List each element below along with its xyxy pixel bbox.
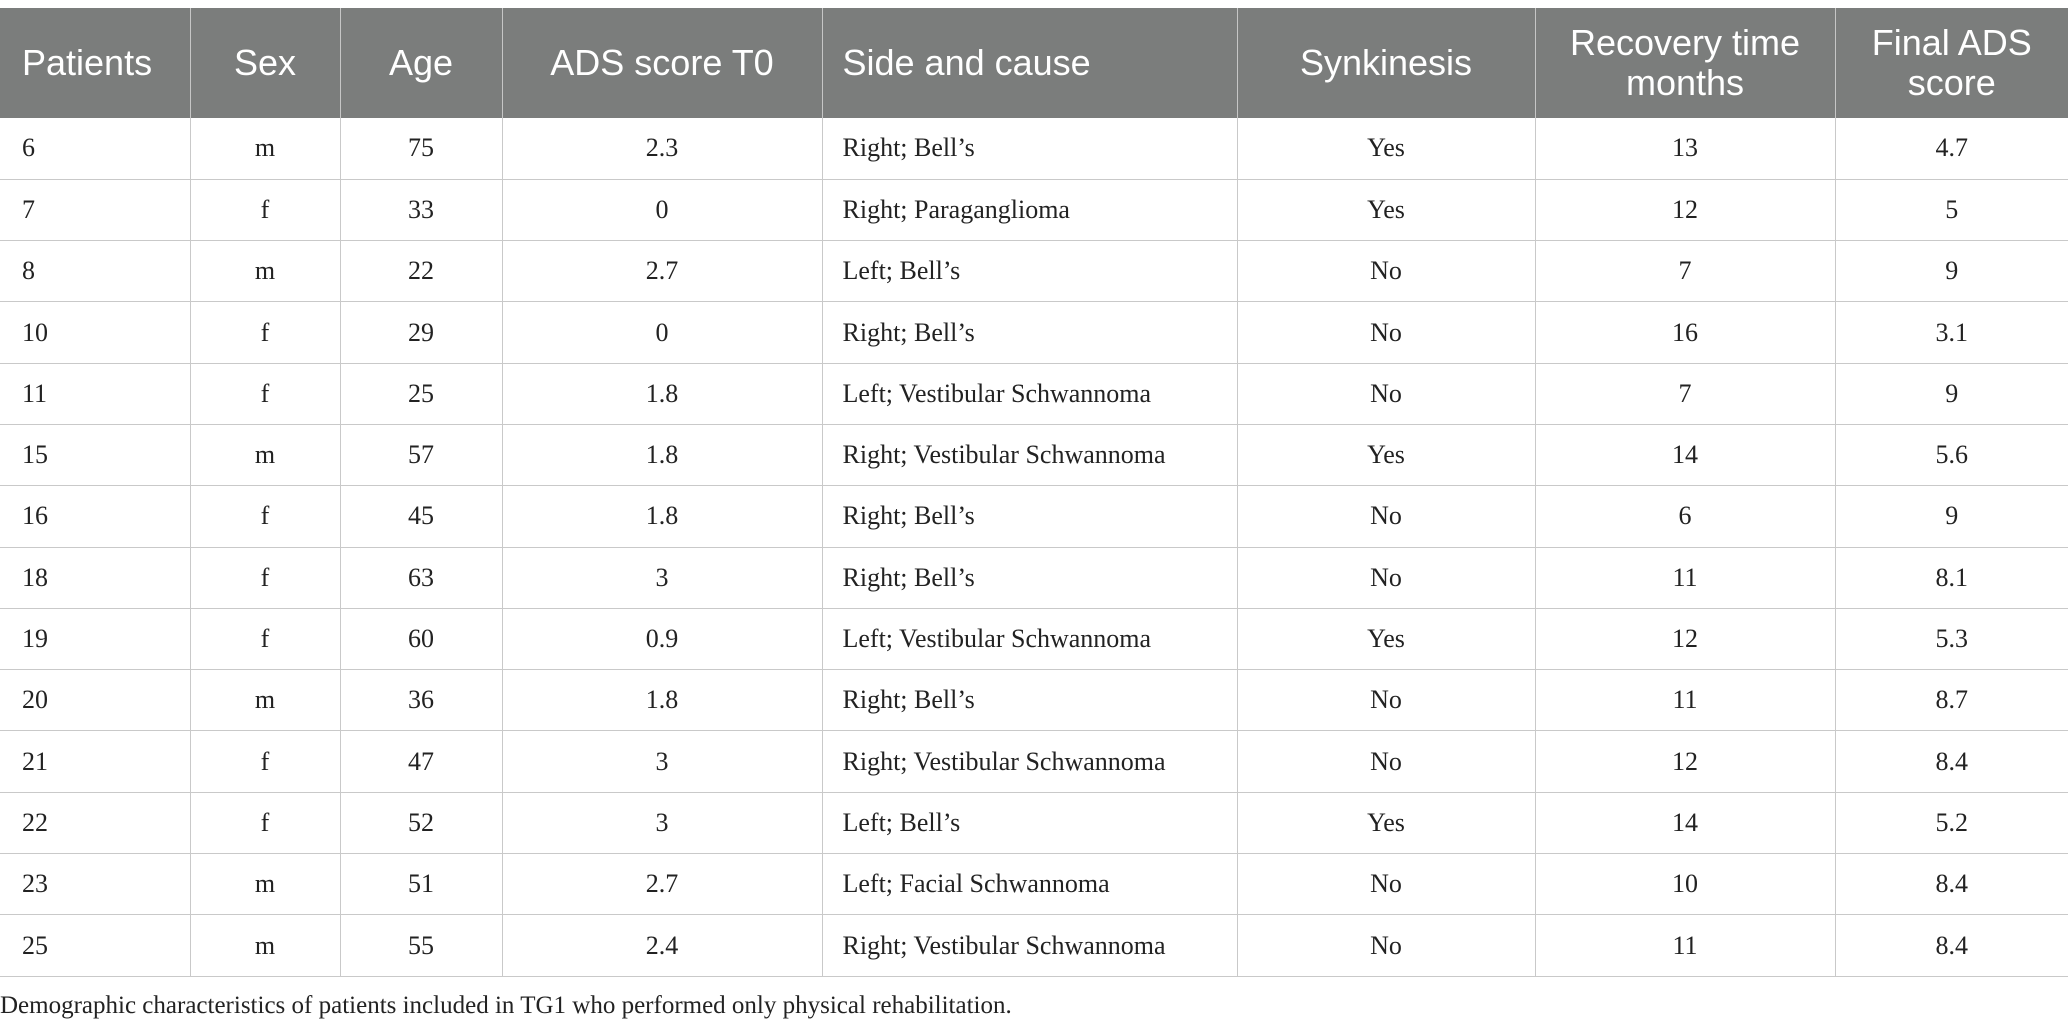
cell-side-and-cause: Right; Vestibular Schwannoma (822, 424, 1237, 485)
cell-side-and-cause: Right; Bell’s (822, 302, 1237, 363)
cell-sex: m (190, 424, 340, 485)
column-header-line: ADS score T0 (550, 42, 774, 83)
cell-age: 45 (340, 486, 502, 547)
table-row (0, 241, 2068, 302)
cell-final-ads-score: 8.4 (1835, 915, 2068, 976)
cell-age: 55 (340, 915, 502, 976)
cell-patients: 22 (0, 792, 190, 853)
cell-sex: m (190, 915, 340, 976)
cell-side-and-cause: Right; Vestibular Schwannoma (822, 731, 1237, 792)
cell-ads-score-t0: 0.9 (502, 608, 822, 669)
cell-patients: 18 (0, 547, 190, 608)
cell-final-ads-score: 9 (1835, 363, 2068, 424)
cell-age: 47 (340, 731, 502, 792)
cell-final-ads-score: 8.4 (1835, 731, 2068, 792)
cell-patients: 19 (0, 608, 190, 669)
cell-age: 25 (340, 363, 502, 424)
cell-final-ads-score: 4.7 (1835, 118, 2068, 179)
cell-ads-score-t0: 0 (502, 179, 822, 240)
cell-final-ads-score: 5.2 (1835, 792, 2068, 853)
column-header-line: Recovery time (1569, 22, 1801, 63)
cell-synkinesis: No (1237, 670, 1535, 731)
cell-side-and-cause: Right; Bell’s (822, 486, 1237, 547)
column-header-synkinesis (1237, 8, 1535, 118)
column-header-sex (190, 8, 340, 118)
table-row (0, 854, 2068, 915)
cell-final-ads-score: 8.4 (1835, 854, 2068, 915)
cell-side-and-cause: Right; Vestibular Schwannoma (822, 915, 1237, 976)
column-header-line: Side and cause (842, 42, 1091, 83)
cell-age: 75 (340, 118, 502, 179)
cell-patients: 11 (0, 363, 190, 424)
cell-ads-score-t0: 2.3 (502, 118, 822, 179)
table-header (0, 8, 2068, 118)
cell-patients: 6 (0, 118, 190, 179)
cell-ads-score-t0: 2.7 (502, 854, 822, 915)
table-caption: Demographic characteristics of patients included in TG1 who performed only physical rehabilitation. (0, 992, 1012, 1019)
cell-side-and-cause: Left; Facial Schwannoma (822, 854, 1237, 915)
cell-patients: 7 (0, 179, 190, 240)
cell-ads-score-t0: 3 (502, 731, 822, 792)
cell-patients: 10 (0, 302, 190, 363)
cell-side-and-cause: Left; Bell’s (822, 792, 1237, 853)
cell-ads-score-t0: 1.8 (502, 670, 822, 731)
table-row (0, 302, 2068, 363)
cell-patients: 8 (0, 241, 190, 302)
cell-age: 36 (340, 670, 502, 731)
table-row (0, 424, 2068, 485)
table-row (0, 608, 2068, 669)
cell-patients: 15 (0, 424, 190, 485)
cell-sex: f (190, 608, 340, 669)
table-row (0, 486, 2068, 547)
cell-synkinesis: Yes (1237, 792, 1535, 853)
cell-sex: f (190, 792, 340, 853)
cell-patients: 25 (0, 915, 190, 976)
cell-recovery-time-months: 11 (1535, 547, 1835, 608)
table-row (0, 547, 2068, 608)
cell-final-ads-score: 3.1 (1835, 302, 2068, 363)
cell-patients: 23 (0, 854, 190, 915)
column-header-line: Age (388, 42, 454, 83)
column-header-side-and-cause (822, 8, 1237, 118)
cell-sex: m (190, 854, 340, 915)
cell-side-and-cause: Left; Vestibular Schwannoma (822, 363, 1237, 424)
cell-ads-score-t0: 1.8 (502, 363, 822, 424)
cell-age: 63 (340, 547, 502, 608)
cell-recovery-time-months: 6 (1535, 486, 1835, 547)
column-header-line: score (1907, 62, 1996, 103)
cell-sex: f (190, 179, 340, 240)
cell-sex: f (190, 731, 340, 792)
cell-recovery-time-months: 16 (1535, 302, 1835, 363)
cell-final-ads-score: 9 (1835, 486, 2068, 547)
cell-sex: f (190, 486, 340, 547)
cell-ads-score-t0: 1.8 (502, 424, 822, 485)
table-body (0, 118, 2068, 976)
cell-sex: m (190, 670, 340, 731)
cell-recovery-time-months: 14 (1535, 792, 1835, 853)
column-header-age (340, 8, 502, 118)
cell-side-and-cause: Left; Vestibular Schwannoma (822, 608, 1237, 669)
column-header-line: Sex (233, 42, 297, 83)
cell-age: 52 (340, 792, 502, 853)
table-row (0, 731, 2068, 792)
cell-age: 60 (340, 608, 502, 669)
cell-age: 51 (340, 854, 502, 915)
column-header-recovery-time-months (1535, 8, 1835, 118)
cell-final-ads-score: 5 (1835, 179, 2068, 240)
column-header-final-ads-score (1835, 8, 2068, 118)
cell-patients: 21 (0, 731, 190, 792)
cell-synkinesis: No (1237, 486, 1535, 547)
cell-ads-score-t0: 3 (502, 547, 822, 608)
cell-side-and-cause: Left; Bell’s (822, 241, 1237, 302)
column-header-patients (0, 8, 190, 118)
cell-recovery-time-months: 11 (1535, 915, 1835, 976)
cell-synkinesis: No (1237, 241, 1535, 302)
column-header-ads-score-t0 (502, 8, 822, 118)
cell-recovery-time-months: 7 (1535, 363, 1835, 424)
cell-synkinesis: Yes (1237, 424, 1535, 485)
cell-recovery-time-months: 10 (1535, 854, 1835, 915)
table-row (0, 118, 2068, 179)
cell-sex: m (190, 118, 340, 179)
cell-sex: f (190, 547, 340, 608)
patients-table (0, 8, 2068, 977)
cell-age: 29 (340, 302, 502, 363)
cell-recovery-time-months: 11 (1535, 670, 1835, 731)
cell-age: 57 (340, 424, 502, 485)
cell-final-ads-score: 5.6 (1835, 424, 2068, 485)
cell-synkinesis: Yes (1237, 179, 1535, 240)
cell-ads-score-t0: 0 (502, 302, 822, 363)
cell-age: 22 (340, 241, 502, 302)
cell-synkinesis: Yes (1237, 118, 1535, 179)
cell-final-ads-score: 9 (1835, 241, 2068, 302)
cell-recovery-time-months: 14 (1535, 424, 1835, 485)
cell-final-ads-score: 8.7 (1835, 670, 2068, 731)
table-row (0, 670, 2068, 731)
cell-recovery-time-months: 7 (1535, 241, 1835, 302)
column-header-line: Final ADS (1871, 22, 2032, 63)
cell-side-and-cause: Right; Bell’s (822, 118, 1237, 179)
cell-sex: m (190, 241, 340, 302)
cell-recovery-time-months: 12 (1535, 179, 1835, 240)
cell-sex: f (190, 363, 340, 424)
cell-side-and-cause: Right; Paraganglioma (822, 179, 1237, 240)
cell-ads-score-t0: 2.4 (502, 915, 822, 976)
cell-synkinesis: No (1237, 547, 1535, 608)
cell-synkinesis: No (1237, 731, 1535, 792)
table-row (0, 792, 2068, 853)
cell-synkinesis: No (1237, 915, 1535, 976)
cell-sex: f (190, 302, 340, 363)
cell-patients: 20 (0, 670, 190, 731)
cell-synkinesis: No (1237, 363, 1535, 424)
cell-ads-score-t0: 1.8 (502, 486, 822, 547)
cell-final-ads-score: 5.3 (1835, 608, 2068, 669)
cell-side-and-cause: Right; Bell’s (822, 547, 1237, 608)
cell-recovery-time-months: 12 (1535, 608, 1835, 669)
cell-synkinesis: No (1237, 854, 1535, 915)
cell-ads-score-t0: 3 (502, 792, 822, 853)
table-row (0, 179, 2068, 240)
column-header-line: months (1625, 62, 1745, 103)
cell-recovery-time-months: 12 (1535, 731, 1835, 792)
cell-final-ads-score: 8.1 (1835, 547, 2068, 608)
cell-synkinesis: No (1237, 302, 1535, 363)
patients-table-container (0, 8, 2068, 977)
column-header-line: Synkinesis (1299, 42, 1473, 83)
cell-patients: 16 (0, 486, 190, 547)
cell-age: 33 (340, 179, 502, 240)
table-header-row (0, 8, 2068, 118)
table-row (0, 915, 2068, 976)
table-row (0, 363, 2068, 424)
column-header-line: Patients (22, 42, 153, 83)
cell-side-and-cause: Right; Bell’s (822, 670, 1237, 731)
cell-recovery-time-months: 13 (1535, 118, 1835, 179)
cell-synkinesis: Yes (1237, 608, 1535, 669)
cell-ads-score-t0: 2.7 (502, 241, 822, 302)
